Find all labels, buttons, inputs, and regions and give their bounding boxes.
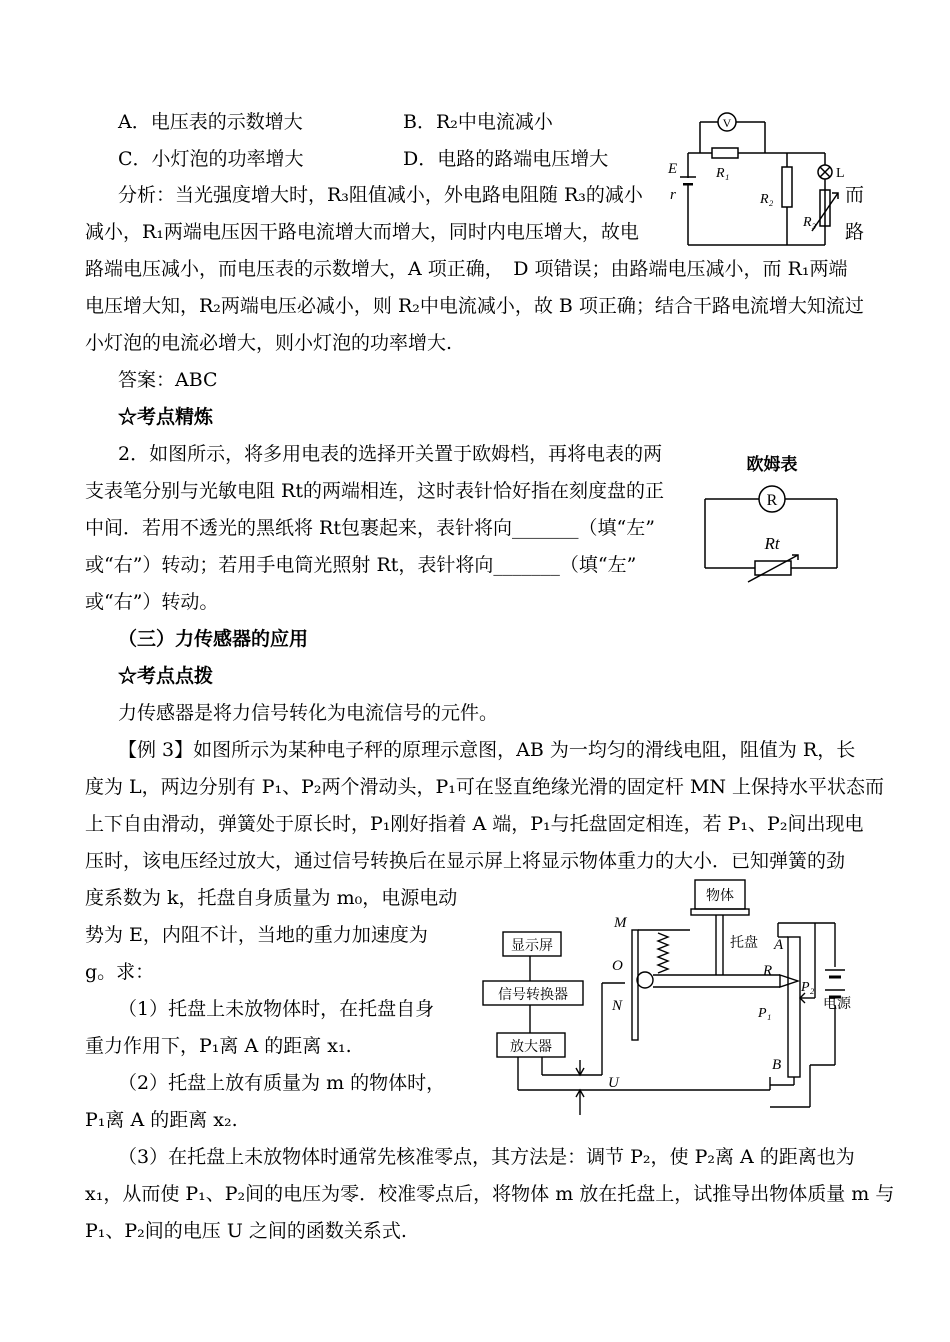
example3-q2-b: P₁离 A 的距离 x₂. bbox=[85, 1109, 238, 1131]
signal-converter-label: 信号转换器 bbox=[498, 988, 568, 1003]
example3-line-7: g。求： bbox=[85, 961, 155, 983]
q2-line-1: 2．如图所示，将多用电表的选择开关置于欧姆档，再将电表的两 bbox=[118, 443, 663, 465]
example3-q1-a: （1）托盘上未放物体时，在托盘自身 bbox=[118, 998, 435, 1020]
internal-resistance-label: r bbox=[670, 187, 676, 203]
electronic-scale-diagram bbox=[480, 875, 870, 1125]
label-o: O bbox=[612, 958, 623, 974]
example3-q3-b: x₁，从而使 P₁、P₂间的电压为零．校准零点后，将物体 m 放在托盘上，试推导出物体质量 m 与 bbox=[85, 1183, 895, 1205]
section-heading-tips: ☆考点点拨 bbox=[118, 665, 214, 687]
example3-line-2: 度为 L，两边分别有 P₁、P₂两个滑动头，P₁可在竖直绝缘光滑的固定杆 MN 上保持水平状态而 bbox=[85, 776, 885, 798]
example3-line-1: 【例 3】如图所示为某种电子秤的原理示意图，AB 为一均匀的滑线电阻，阻值为 R，长 bbox=[118, 739, 856, 761]
q2-line-4: 或“右”）转动；若用手电筒光照射 Rt，表针将向_______（填“左” bbox=[85, 554, 637, 576]
label-p1: P₁ bbox=[758, 1006, 772, 1021]
label-r: R bbox=[763, 963, 773, 979]
label-m: M bbox=[614, 915, 627, 931]
label-b: B bbox=[772, 1057, 782, 1073]
analysis-line-1: 分析：当光强度增大时，R₃阻值减小，外电路电阻随 R₃的减小 bbox=[118, 184, 643, 206]
power-source-label: 电源 bbox=[823, 997, 851, 1012]
ohmmeter-diagram bbox=[700, 452, 845, 582]
answer: 答案：ABC bbox=[118, 369, 218, 391]
emf-label: E bbox=[668, 161, 678, 177]
example3-line-5: 度系数为 k，托盘自身质量为 m₀，电源电动 bbox=[85, 887, 458, 909]
ohmmeter-title: 欧姆表 bbox=[746, 455, 798, 474]
circuit-diagram-1 bbox=[660, 105, 845, 255]
option-d: D．电路的路端电压增大 bbox=[403, 148, 609, 170]
example3-q3-a: （3）在托盘上未放物体时通常先核准零点，其方法是：调节 P₂，使 P₂离 A 的距离也为 bbox=[118, 1146, 855, 1168]
option-c: C．小灯泡的功率增大 bbox=[118, 148, 304, 170]
analysis-line-2-end: 路 bbox=[845, 221, 865, 243]
example3-line-6: 势为 E，内阻不计，当地的重力加速度为 bbox=[85, 924, 428, 946]
tray-label: 托盘 bbox=[730, 936, 758, 951]
display-screen-label: 显示屏 bbox=[511, 939, 553, 954]
q2-line-3: 中间．若用不透光的黑纸将 Rt包裹起来，表针将向_______（填“左” bbox=[85, 517, 655, 539]
intro-text: 力传感器是将力信号转化为电流信号的元件。 bbox=[118, 702, 499, 724]
object-label: 物体 bbox=[706, 889, 734, 904]
label-u: U bbox=[608, 1075, 619, 1091]
r1-label: R₁ bbox=[716, 166, 730, 181]
analysis-line-4: 电压增大知，R₂两端电压必减小，则 R₂中电流减小，故 B 项正确；结合干路电流增大知流过 bbox=[85, 295, 864, 317]
lamp-label: L bbox=[836, 166, 845, 181]
section-heading-practice: ☆考点精炼 bbox=[118, 406, 214, 428]
option-a: A．电压表的示数增大 bbox=[118, 111, 303, 133]
r3-label: R₃ bbox=[803, 215, 817, 230]
example3-line-3: 上下自由滑动，弹簧处于原长时，P₁刚好指着 A 端，P₁与托盘固定相连，若 P₁、P₂间出现电 bbox=[85, 813, 864, 835]
option-b: B．R₂中电流减小 bbox=[403, 111, 553, 133]
r2-label: R₂ bbox=[760, 192, 774, 207]
voltmeter-label: V bbox=[722, 116, 732, 130]
ohmmeter-symbol: R bbox=[766, 492, 778, 509]
example3-line-4: 压时，该电压经过放大，通过信号转换后在显示屏上将显示物体重力的大小．已知弹簧的劲 bbox=[85, 850, 846, 872]
analysis-line-1-end: 而 bbox=[845, 184, 865, 206]
amplifier-label: 放大器 bbox=[510, 1040, 552, 1055]
label-n: N bbox=[612, 998, 623, 1014]
label-a: A bbox=[774, 937, 784, 953]
analysis-line-5: 小灯泡的电流必增大，则小灯泡的功率增大. bbox=[85, 332, 453, 354]
q2-line-2: 支表笔分别与光敏电阻 Rt的两端相连，这时表针恰好指在刻度盘的正 bbox=[85, 480, 664, 502]
example3-q1-b: 重力作用下，P₁离 A 的距离 x₁. bbox=[85, 1035, 352, 1057]
example3-q3-c: P₁、P₂间的电压 U 之间的函数关系式. bbox=[85, 1220, 407, 1242]
q2-line-5: 或“右”）转动。 bbox=[85, 591, 219, 613]
part-heading: （三）力传感器的应用 bbox=[118, 628, 309, 650]
analysis-line-2: 减小，R₁两端电压因干路电流增大而增大，同时内电压增大，故电 bbox=[85, 221, 639, 243]
label-p2: P₂ bbox=[801, 980, 815, 995]
photoresistor-label: Rt bbox=[764, 534, 780, 553]
example3-q2-a: （2）托盘上放有质量为 m 的物体时， bbox=[118, 1072, 446, 1094]
analysis-line-3: 路端电压减小，而电压表的示数增大，A 项正确， D 项错误；由路端电压减小，而 R₁两端 bbox=[85, 258, 848, 280]
